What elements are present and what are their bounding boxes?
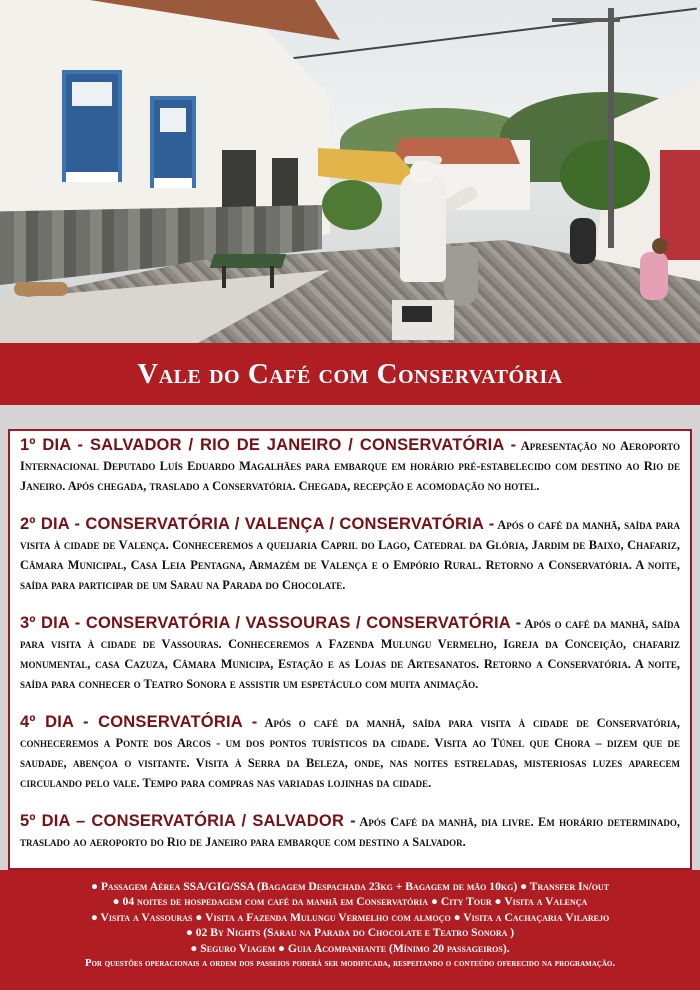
seated-person [570, 218, 596, 264]
guitarist-statue [400, 172, 446, 282]
day-entry [20, 811, 680, 852]
day-heading: 5º DIA – CONSERVATÓRIA / SALVADOR - [20, 812, 356, 830]
day-heading: 4º DIA - CONSERVATÓRIA - [20, 713, 258, 731]
seated-girl-head [652, 238, 668, 254]
sleeping-dog [14, 282, 68, 296]
seated-girl [640, 252, 668, 300]
tree [322, 180, 382, 230]
utility-pole [608, 8, 614, 248]
includes-line: ● Passagem Aérea SSA/GIG/SSA (Bagagem Despachada 23kg + Bagagem de mão 10kg) ● Transfer In/out [90, 880, 610, 893]
tree [560, 140, 650, 210]
utility-pole-arm [552, 18, 620, 22]
includes-band [0, 870, 700, 990]
includes-line: ● Seguro Viagem ● Guia Acompanhante (Mínimo 20 passageiros). [190, 941, 510, 955]
day-heading: 2º DIA - CONSERVATÓRIA / VALENÇA / CONSERVATÓRIA - [20, 515, 495, 533]
day-entry [20, 435, 680, 496]
doorway [272, 158, 298, 210]
disclaimer-note: Por questões operacionais a ordem dos passeios poderá ser modificada, respeitando o conteúdo oferecido na programação. [84, 958, 615, 970]
day-description: Após o café da manhã, saída para visita à cidade de Conservatória, conheceremos a Ponte dos Arcos - um dos pontos turísticos da cidade. Visita ao Túnel que Chora – dizem que de saudade, abençoa o visitante. Visita à Serra da Beleza, onde, nas noites estreladas, misteriosas luzes aparecem circulando pelo vale. Tempo para compras nas variadas lojinhas da cidade. [20, 716, 680, 790]
blue-window [62, 70, 122, 182]
bench-legs [222, 266, 274, 288]
hero-photo-street-scene [0, 0, 700, 343]
day-entry [20, 613, 680, 694]
statue-head [410, 160, 436, 184]
day-description: Após Café da manhã, dia livre. Em horário determinado, traslado ao aeroporto do Rio de Janeiro para embarque com destino a Salvador. [20, 815, 681, 849]
includes-line: ● 04 noites de hospedagem com café da manhã em Conservatória ● City Tour ● Visita a Valença [112, 895, 588, 909]
stone-vase [444, 246, 478, 306]
day-description: Após o café da manhã, saída para visita à cidade de Valença. Conheceremos a queijaria Capril do Lago, Catedral da Glória, Jardim de Baixo, Chafariz, Câmara Municipal, Casa Leia Pentagna, Armazém de Valença e o Empório Rural. Retorno a Conservatória. A noite, saída para participar de um Sarau na Parada do Chocolate. [20, 518, 680, 592]
itinerary-panel [8, 429, 692, 870]
page-title: Vale do Café com Conservatória [137, 357, 563, 390]
day-heading: 3º DIA - CONSERVATÓRIA / VASSOURAS / CONSERVATÓRIA - [20, 614, 522, 632]
includes-line: ● Visita a Vassouras ● Visita a Fazenda Mulungu Vermelho com almoço ● Visita a Cachaçaria Vilarejo [90, 910, 610, 924]
doorway [222, 150, 256, 210]
includes-line: ● 02 By Nights (Sarau na Parada do Chocolate e Teatro Sonora ) [185, 926, 515, 940]
day-description: Após o café da manhã, saída para visita à cidade de Vassouras. Conheceremos a Fazenda Mulungu Vermelho, Igreja da Conceição, chafariz monumental, casa Cazuza, Câmara Municipa, Estação e as Lojas de Artesanatos. Retorno a Conservatória. A noite, saída para conhecer o Teatro Sonora e assistir um espetáculo com muita animação. [20, 617, 681, 691]
statue-plaque [402, 306, 432, 322]
day-entry [20, 514, 680, 595]
day-description: Apresentação no Aeroporto Internacional Deputado Luís Eduardo Magalhães para embarque em horário pré-estabelecido com destino ao Rio de Janeiro. Após chegada, traslado a Conservatória. Chegada, recepção e acomodação no hotel. [20, 439, 680, 493]
title-band [0, 343, 700, 405]
itinerary-section [0, 405, 700, 870]
blue-window [150, 96, 196, 188]
day-entry [20, 712, 680, 793]
day-heading: 1º DIA - SALVADOR / RIO DE JANEIRO / CONSERVATÓRIA - [20, 436, 517, 454]
